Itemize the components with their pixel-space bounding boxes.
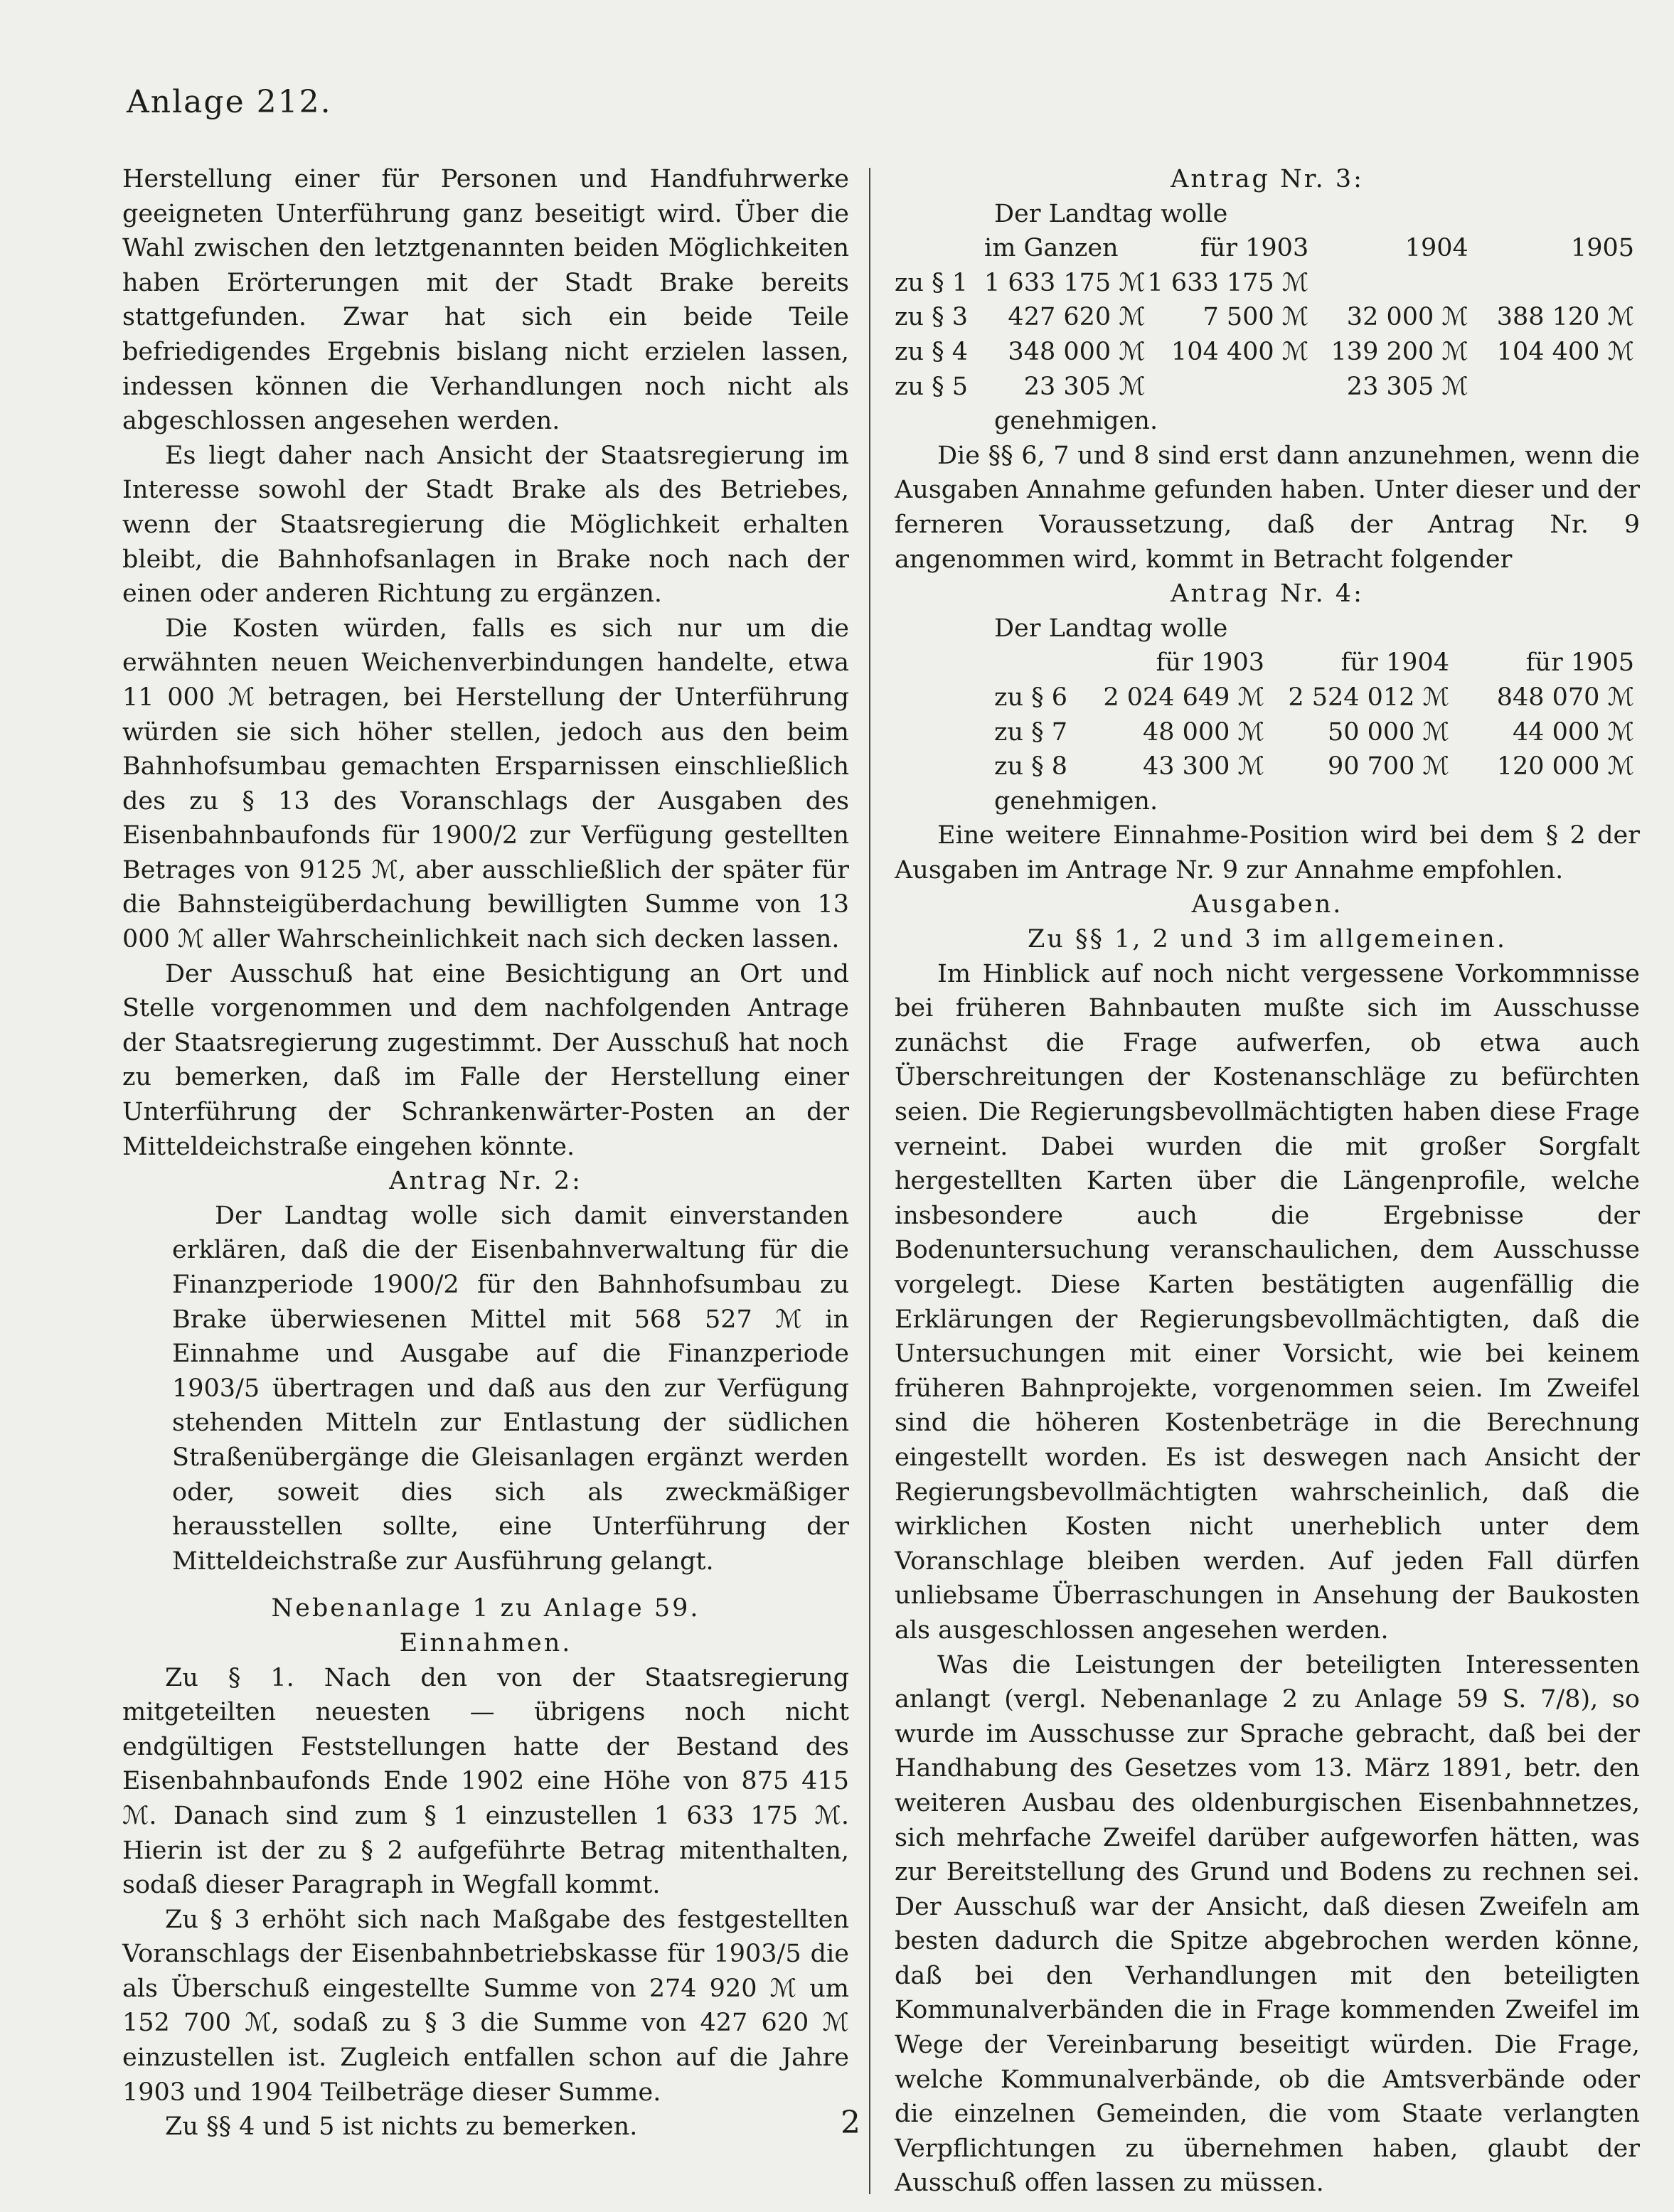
- table-cell: zu § 6: [994, 683, 1068, 712]
- column-header: für 1903: [1156, 648, 1264, 678]
- table-cell: 120 000 ℳ: [1496, 752, 1634, 781]
- antrag-4-outro: genehmigen.: [994, 786, 1158, 816]
- table-row: [994, 749, 1634, 784]
- antrag-4-heading: Antrag Nr. 4:: [1171, 579, 1364, 609]
- paragraph: Herstellung einer für Personen und Handfuhrwerke geeigneten Unterführung ganz beseitigt wird. Über die Wahl zwischen den letztgenannten beiden Möglichkeiten haben Erörterungen mit der Stadt Brake bereits stattgefunden. Zwar hat sich ein beide Teile befriedigendes Ergebnis bislang nicht erzielen lassen, indessen können die Verhandlungen noch nicht als abgeschlossen angesehen werden.: [122, 165, 849, 436]
- table-row: [895, 300, 1634, 335]
- table-cell: 50 000 ℳ: [1327, 717, 1449, 747]
- column-divider: [869, 168, 870, 2194]
- nebenanlage-heading: Nebenanlage 1 zu Anlage 59.: [271, 1594, 700, 1623]
- table-cell: zu § 7: [994, 717, 1068, 747]
- paragraph: Zu §§ 4 und 5 ist nichts zu bemerken.: [165, 2112, 638, 2142]
- antrag-3-intro: Der Landtag wolle: [994, 199, 1228, 228]
- paragraph: Zu § 3 erhöht sich nach Maßgabe des festgestellten Voranschlags der Eisenbahnbetriebskasse für 1903/5 die als Überschuß eingestellte Summe von 274 920 ℳ um 152 700 ℳ, sodaß zu § 3 die Summe von 427 620 ℳ einzustellen ist. Zugleich entfallen schon auf die Jahre 1903 und 1904 Teilbeträge dieser Summe.: [122, 1905, 849, 2107]
- paragraph: Eine weitere Einnahme-Position wird bei dem § 2 der Ausgaben im Antrage Nr. 9 zur Annahme empfohlen.: [895, 821, 1640, 885]
- page-header: Anlage 212.: [127, 84, 332, 120]
- paragraph: Zu § 1. Nach den von der Staatsregierung mitgeteilten neuesten — übrigens noch nicht endgültigen Feststellungen hatte der Bestand des Eisenbahnbaufonds Ende 1902 eine Höhe von 875 415 ℳ. Danach sind zum § 1 einzustellen 1 633 175 ℳ. Hierin ist der zu § 2 aufgeführte Betrag mitenthalten, sodaß dieser Paragraph in Wegfall kommt.: [122, 1663, 849, 1900]
- left-column: [122, 162, 849, 2144]
- table-cell: zu § 1: [895, 268, 969, 297]
- column-header: für 1903: [1200, 234, 1309, 263]
- antrag-2-heading: Antrag Nr. 2:: [389, 1167, 582, 1196]
- table-row: [994, 680, 1634, 715]
- table-cell: zu § 8: [994, 752, 1068, 781]
- table-cell: zu § 4: [895, 337, 969, 366]
- antrag-3-outro: genehmigen.: [994, 407, 1158, 436]
- table-cell: [1146, 370, 1309, 405]
- table-cell: zu § 5: [895, 372, 969, 401]
- table-cell: 7 500 ℳ: [1203, 303, 1309, 332]
- table-cell: zu § 3: [895, 303, 969, 332]
- paragraph: Die §§ 6, 7 und 8 sind erst dann anzunehmen, wenn die Ausgaben Annahme gefunden haben. Unter dieser und der ferneren Voraussetzung, daß der Antrag Nr. 9 angenommen wird, kommt in Betracht folgender: [895, 441, 1640, 574]
- table-cell: 1 633 175 ℳ: [984, 268, 1146, 297]
- column-header: 1904: [1404, 234, 1468, 263]
- table-cell: 23 305 ℳ: [1023, 372, 1146, 401]
- antrag-3-table: [895, 231, 1634, 404]
- table-header-row: [994, 646, 1634, 680]
- table-cell: 104 400 ℳ: [1171, 337, 1309, 366]
- table-header-row: [895, 231, 1634, 266]
- table-cell: 44 000 ℳ: [1512, 717, 1634, 747]
- table-cell: 848 070 ℳ: [1496, 683, 1634, 712]
- table-cell: 2 024 649 ℳ: [1103, 683, 1264, 712]
- paragraph: Im Hinblick auf noch nicht vergessene Vorkommnisse bei früheren Bahnbauten mußte sich im Ausschusse zunächst die Frage aufwerfen, ob etwa auch Überschreitungen der Kostenanschläge zu befürchten seien. Die Regierungsbevollmächtigten haben diese Frage verneint. Dabei wurden die mit großer Sorgfalt hergestellten Karten über die Längenprofile, welche insbesondere auch die Ergebnisse der Bodenuntersuchung veranschaulichen, dem Ausschusse vorgelegt. Diese Karten bestätigten augenfällig die Erklärungen der Regierungsbevollmächtigten, daß die Untersuchungen mit einer Vorsicht, wie bei keinem früheren Bahnprojekte, vorgenommen seien. Im Zweifel sind die höheren Kostenbeträge in die Berechnung eingestellt worden. Es ist deswegen nach Ansicht der Regierungsbevollmächtigten wahrscheinlich, daß die wirklichen Kosten nicht unerheblich unter dem Voranschlage bleiben werden. Auf jeden Fall dürfen unliebsame Überraschungen in Ansehung der Baukosten als ausgeschlossen angesehen werden.: [895, 959, 1640, 1645]
- antrag-4-intro: Der Landtag wolle: [994, 614, 1228, 643]
- table-cell: 32 000 ℳ: [1346, 303, 1468, 332]
- table-cell: 23 305 ℳ: [1346, 372, 1468, 401]
- table-cell: 43 300 ℳ: [1142, 752, 1264, 781]
- table-cell: [1308, 266, 1468, 301]
- table-cell: 388 120 ℳ: [1496, 303, 1634, 332]
- paragraph: Die Kosten würden, falls es sich nur um die erwähnten neuen Weichenverbindungen handelte, etwa 11 000 ℳ betragen, bei Herstellung der Unterführung würden sie sich höher stellen, jedoch aus den beim Bahnhofsumbau gemachten Ersparnissen einschließlich des zu § 13 des Voranschlags der Ausgaben des Eisenbahnbaufonds für 1900/2 zur Verfügung gestellten Betrages von 9125 ℳ, aber ausschließlich der später für die Bahnsteigüberdachung bewilligten Summe von 13 000 ℳ aller Wahrscheinlichkeit nach sich decken lassen.: [122, 614, 849, 954]
- column-header: 1905: [1570, 234, 1634, 263]
- table-cell: 2 524 012 ℳ: [1288, 683, 1449, 712]
- einnahmen-heading: Einnahmen.: [399, 1628, 572, 1657]
- table-cell: 104 400 ℳ: [1496, 337, 1634, 366]
- table-row: [895, 335, 1634, 370]
- antrag-4-table: [994, 646, 1634, 784]
- paragraph: Es liegt daher nach Ansicht der Staatsregierung im Interesse sowohl der Stadt Brake als des Betriebes, wenn der Staatsregierung die Möglichkeit erhalten bleibt, die Bahnhofsanlagen in Brake noch nach der einen oder anderen Richtung zu ergänzen.: [122, 441, 849, 609]
- table-cell: 427 620 ℳ: [1008, 303, 1146, 332]
- antrag-2-text: Der Landtag wolle sich damit einverstanden erklären, daß die der Eisenbahnverwaltung für die Finanzperiode 1900/2 für den Bahnhofsumbau zu Brake überwiesenen Mittel mit 568 527 ℳ in Einnahme und Ausgabe auf die Finanzperiode 1903/5 übertragen und daß aus den zur Verfügung stehenden Mitteln zur Entlastung der südlichen Straßenübergänge die Gleisanlagen ergänzt werden oder, soweit dies sich als zweckmäßiger herausstellen sollte, eine Unterführung der Mitteldeichstraße zur Ausführung gelangt.: [172, 1201, 849, 1576]
- paragraph: Was die Leistungen der beteiligten Interessenten anlangt (vergl. Nebenanlage 2 zu Anlage 59 S. 7/8), so wurde im Ausschusse zur Sprache gebracht, daß bei der Handhabung des Gesetzes vom 13. März 1891, betr. den weiteren Ausbau des oldenburgischen Eisenbahnnetzes, sich mehrfache Zweifel darüber aufgeworfen hätten, was zur Bereitstellung des Grund und Bodens zu rechnen sei. Der Ausschuß war der Ansicht, daß diesen Zweifeln am besten dadurch die Spitze abgebrochen werden könne, daß bei den Verhandlungen mit den beteiligten Kommunalverbänden die in Frage kommenden Zweifel im Wege der Vereinbarung beseitigt würden. Die Frage, welche Kommunalverbände, ob die Amtsverbände oder die einzelnen Gemeinden, die vom Staate verlangten Verpflichtungen zu übernehmen haben, glaubt der Ausschuß offen lassen zu müssen.: [895, 1650, 1640, 2198]
- table-cell: 139 200 ℳ: [1331, 337, 1468, 366]
- paragraph: Der Ausschuß hat eine Besichtigung an Ort und Stelle vorgenommen und dem nachfolgenden Antrage der Staatsregierung zugestimmt. Der Ausschuß hat noch zu bemerken, daß im Falle der Herstellung einer Unterführung der Schrankenwärter-Posten an der Mitteldeichstraße eingehen könnte.: [122, 959, 849, 1161]
- table-cell: [1468, 370, 1634, 405]
- page-number: 2: [841, 2105, 860, 2141]
- table-row: [895, 370, 1634, 405]
- table-row: [994, 715, 1634, 750]
- right-column: [895, 162, 1640, 2201]
- table-cell: 348 000 ℳ: [1008, 337, 1146, 366]
- column-header: für 1904: [1340, 648, 1449, 678]
- column-header: im Ganzen: [984, 234, 1119, 263]
- table-cell: 90 700 ℳ: [1327, 752, 1449, 781]
- column-header: für 1905: [1525, 648, 1634, 678]
- antrag-3-heading: Antrag Nr. 3:: [1171, 165, 1364, 193]
- table-row: [895, 266, 1634, 301]
- table-cell: [1468, 266, 1634, 301]
- ausgaben-heading: Ausgaben.: [1191, 890, 1343, 919]
- table-cell: 1 633 175 ℳ: [1147, 268, 1309, 297]
- section-subheading: Zu §§ 1, 2 und 3 im allgemeinen.: [1028, 925, 1507, 954]
- table-cell: 48 000 ℳ: [1142, 717, 1264, 747]
